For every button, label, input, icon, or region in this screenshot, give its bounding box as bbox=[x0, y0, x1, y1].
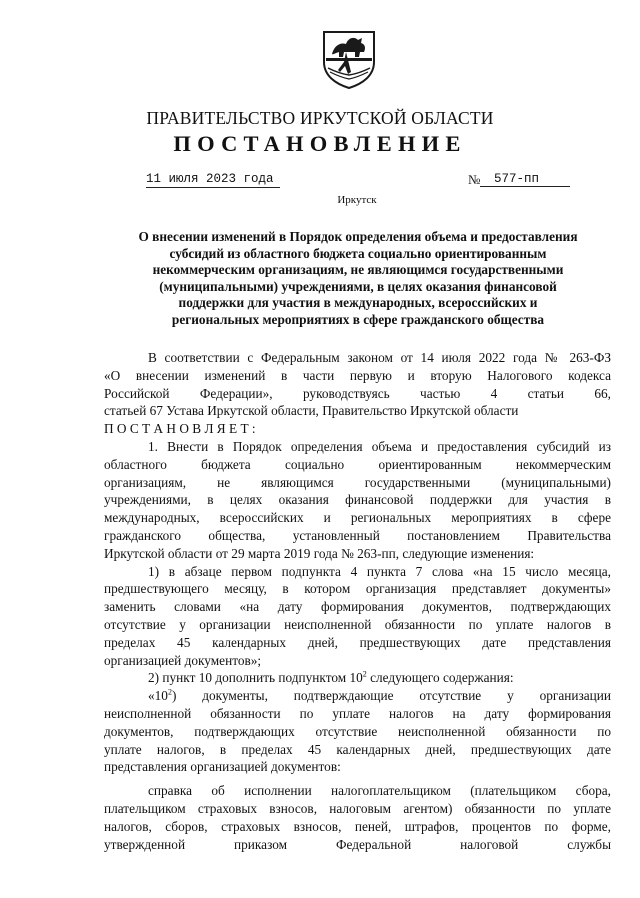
document-date: 11 июля 2023 года bbox=[146, 171, 280, 188]
sub2-text: 2) пункт 10 дополнить подпунктом 10 bbox=[148, 670, 363, 686]
title-line: некоммерческим организациям, не являющимся государственными bbox=[152, 262, 564, 277]
cert-line: справка об исполнении налогоплательщиком (плательщиком сбора, bbox=[148, 783, 611, 799]
title-line: субсидий из областного бюджета социально ориентированным bbox=[169, 245, 547, 261]
sub2-line bbox=[104, 669, 611, 687]
quote-line: представления организацией документов: bbox=[104, 759, 341, 775]
cert-line: налогов, сборов, страховых взносов, пеней, штрафов, процентов по форме, bbox=[104, 818, 611, 834]
sub1-line: предшествующего месяцу, в котором организация представляет документы» bbox=[104, 581, 611, 597]
title-line: региональных мероприятиях в сфере гражданского общества bbox=[171, 311, 545, 327]
preamble-line: Российской Федерации», руководствуясь частью 4 статьи 66, bbox=[104, 385, 611, 401]
sub1-line: 1) в абзаце первом подпункта 4 пункта 7 слова «на 15 число месяца, bbox=[148, 563, 611, 579]
preamble-line: В соответствии с Федеральным законом от 14 июля 2022 года № 263-ФЗ bbox=[148, 350, 611, 365]
preamble-line: «О внесении изменений в части первую и вторую Налогового кодекса bbox=[104, 367, 611, 383]
cert-line: утвержденной приказом Федеральной налоговой службы bbox=[104, 836, 611, 852]
item1-line: учреждениями, в целях оказания финансовой поддержки для участия в bbox=[104, 492, 611, 508]
irkutsk-coat-of-arms-icon bbox=[318, 28, 380, 90]
sub1-line: заменить словами «на дату формирования документов, подтверждающих bbox=[104, 599, 611, 615]
item1-line: гражданского общества, установленный постановлением Правительства bbox=[104, 527, 611, 543]
decree-word: П О С Т А Н О В Л Я Е Т : bbox=[104, 421, 256, 437]
quote-first-text: ) документы, подтверждающие отсутствие у организации bbox=[171, 688, 611, 704]
cert-line: плательщиком страховых взносов, налоговым агентом) обязанности по уплате bbox=[104, 800, 611, 816]
city-name: Иркутск bbox=[337, 194, 377, 206]
quote-open: «10 bbox=[148, 688, 168, 704]
item1-line: областного бюджета социально ориентированным некоммерческим bbox=[104, 456, 611, 472]
sub1-line: пределах 45 календарных дней, предшествующих дате представления bbox=[104, 634, 611, 650]
title-line: О внесении изменений в Порядок определения объема и предоставления bbox=[138, 229, 578, 244]
sub1-line: отсутствие у организации неисполненной обязанности по уплате налогов в bbox=[104, 616, 611, 632]
sub2-text-end: следующего содержания: bbox=[366, 670, 514, 686]
document-number: 577-пп bbox=[480, 171, 570, 187]
title-line: поддержки для участия в международных, всероссийских и bbox=[178, 295, 538, 310]
quote-superscript: 2 bbox=[167, 687, 172, 697]
quote-line: неисполненной обязанности по уплате налогов на дату формирования bbox=[104, 705, 611, 721]
item1-line: 1. Внести в Порядок определения объема и предоставления субсидий из bbox=[148, 438, 611, 454]
preamble-line: статьей 67 Устава Иркутской области, Правительство Иркутской области bbox=[104, 403, 519, 419]
item1-line: международных, всероссийских и региональных мероприятиях в сфере bbox=[104, 510, 611, 526]
government-name: ПРАВИТЕЛЬСТВО ИРКУТСКОЙ ОБЛАСТИ bbox=[146, 108, 494, 128]
title-line: (муниципальными) учреждениями, в целях оказания финансовой bbox=[159, 278, 557, 294]
quote-line: документов, подтверждающих отсутствие неисполненной обязанности по bbox=[104, 723, 611, 739]
quote-line: уплате налогов, в пределах 45 календарных дней, предшествующих дате bbox=[104, 741, 611, 757]
sub1-line: организацией документов»; bbox=[104, 652, 262, 668]
item1-line: организациям, не являющимся государственными (муниципальными) bbox=[104, 474, 611, 490]
number-sign: № bbox=[468, 172, 481, 187]
quote-line bbox=[104, 687, 611, 705]
document-body bbox=[104, 349, 611, 853]
item1-line: Иркутской области от 29 марта 2019 года № 263-пп, следующие изменения: bbox=[104, 545, 535, 561]
document-type: ПОСТАНОВЛЕНИЕ bbox=[173, 131, 467, 156]
document-title bbox=[108, 229, 608, 328]
sub2-superscript: 2 bbox=[362, 669, 367, 679]
